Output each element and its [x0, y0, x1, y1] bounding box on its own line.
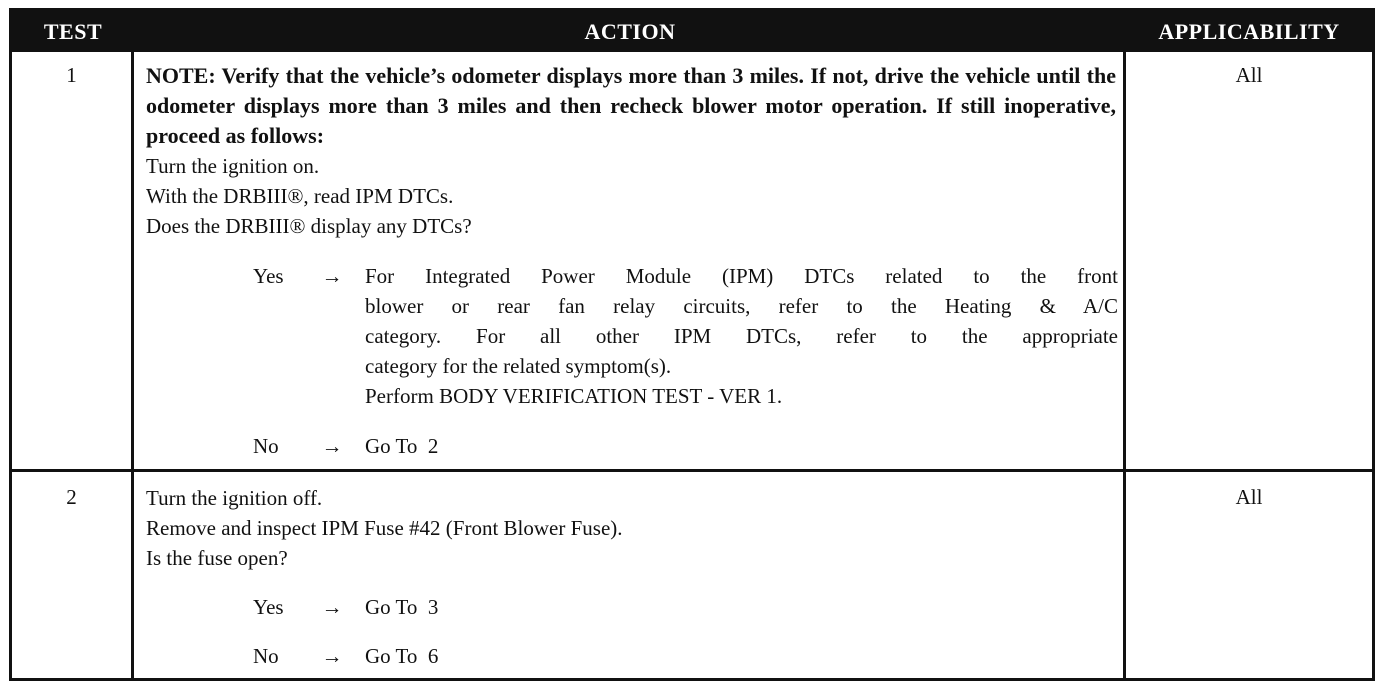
answer-yes — [146, 592, 1118, 622]
step-text: Does the DRBIII® display any DTCs? — [146, 214, 472, 238]
applicability-value: All — [1235, 485, 1263, 509]
action-cell — [146, 61, 1118, 241]
step-text: Remove and inspect IPM Fuse #42 (Front Blower Fuse). — [146, 516, 623, 540]
header-test: TEST — [43, 19, 103, 44]
header-applicability: APPLICABILITY — [1158, 19, 1340, 44]
action-cell — [146, 483, 1118, 573]
answer-line: For Integrated Power Module (IPM) DTCs related to the front — [365, 264, 1118, 288]
answer-line: blower or rear fan relay circuits, refer to the Heating & A/C — [365, 294, 1118, 318]
arrow-right-icon: → — [321, 434, 343, 458]
test-number: 1 — [66, 63, 77, 87]
diagnostic-test-table — [9, 8, 1375, 681]
answer-text — [365, 641, 1118, 671]
answer-label: No — [253, 644, 279, 668]
step-text: Turn the ignition on. — [146, 154, 320, 178]
answer-line: Go To 2 — [365, 434, 439, 458]
column-divider — [131, 52, 134, 678]
answer-line: Go To 6 — [365, 644, 439, 668]
answer-no — [146, 431, 1118, 461]
answer-line: Perform BODY VERIFICATION TEST - VER 1. — [365, 384, 783, 408]
answer-line: Go To 3 — [365, 595, 439, 619]
applicability-value: All — [1235, 63, 1263, 87]
column-divider — [1123, 52, 1126, 678]
answer-no — [146, 641, 1118, 671]
step-text: Is the fuse open? — [146, 546, 288, 570]
answer-line: category for the related symptom(s). — [365, 354, 672, 378]
step-text: Turn the ignition off. — [146, 486, 323, 510]
arrow-right-icon: → — [321, 595, 343, 619]
answer-label: No — [253, 434, 279, 458]
arrow-right-icon: → — [321, 644, 343, 668]
step-text: With the DRBIII®, read IPM DTCs. — [146, 184, 454, 208]
table-header — [12, 11, 1372, 52]
row-divider — [12, 469, 1372, 472]
answer-yes — [146, 261, 1118, 411]
test-number: 2 — [66, 485, 77, 509]
note-text: NOTE: Verify that the vehicle’s odometer displays more than 3 miles. If not, drive the vehicle until the odometer displays more than 3 miles and then recheck blower motor operation. If still inoperative, proceed as follows: — [146, 63, 1116, 148]
answer-text — [365, 261, 1118, 411]
answer-label: Yes — [253, 264, 284, 288]
arrow-right-icon: → — [321, 264, 343, 288]
answer-text — [365, 592, 1118, 622]
answer-line: category. For all other IPM DTCs, refer to the appropriate — [365, 324, 1118, 348]
answer-label: Yes — [253, 595, 284, 619]
header-action: ACTION — [584, 19, 676, 44]
answer-text — [365, 431, 1118, 461]
